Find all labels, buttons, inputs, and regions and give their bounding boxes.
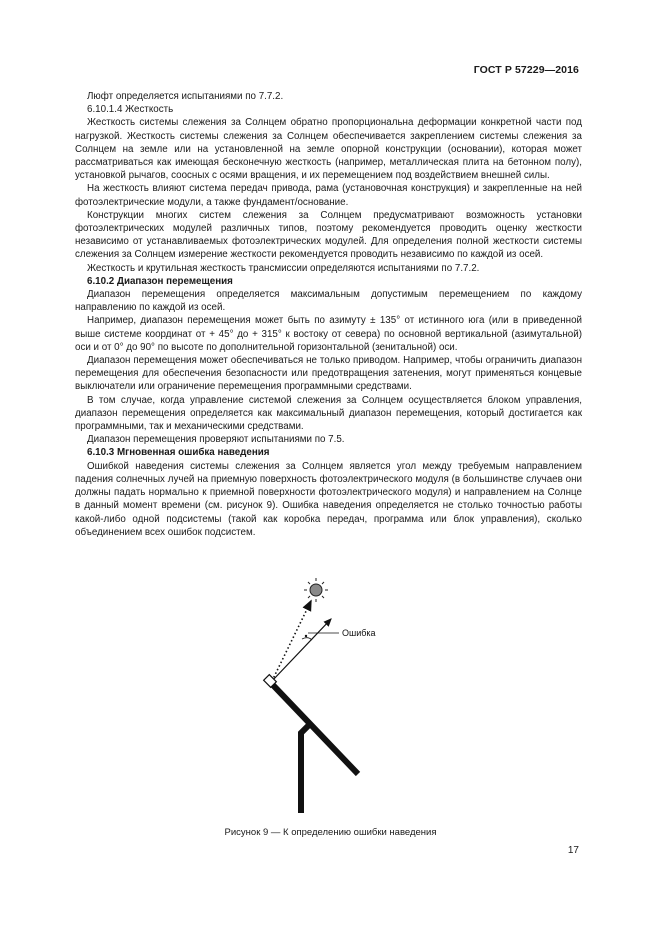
paragraph: Ошибкой наведения системы слежения за Солнцем является угол между требуемым направлением падения солнечных лучей на приемную поверхность фотоэлектрического модуля (в большинстве случаев они должны падать нормально к приемной поверхности фотоэлектрического модуля) и направлением на Солнце в данный момент времени (см. рисунок 9). Ошибка наведения определяется не столько точностью работы какой-либо одной подсистемы (такой как коробка передач, программа или блок управления), сколько объединением всех ошибок подсистем. [75,460,582,538]
paragraph: На жесткость влияют система передач привода, рама (установочная конструкция) и закрепленные на ней фотоэлектрические модули, а также фундамент/основание. [75,183,582,208]
paragraph: Диапазон перемещения может обеспечиваться не только приводом. Например, чтобы ограничить диапазон перемещения для обеспечения безопасности или предотвращения затенения, могут применяться концевые выключатели или ограничение перемещения программными средствами. [75,355,582,393]
paragraph: Жесткость и крутильная жесткость трансмиссии определяются испытаниями по 7.7.2. [87,262,480,274]
figure-caption: Рисунок 9 — К определению ошибки наведения [224,827,437,838]
body-text [75,90,582,539]
paragraph: Люфт определяется испытаниями по 7.7.2. [87,91,284,102]
paragraph: Конструкции многих систем слежения за Солнцем предусматривают возможность установки фотоэлектрических модулей различных типов, поэтому рекомендуется проводить оценку жесткости независимо от устанавливаемых фотоэлектрических модулей. Для определения полной жесткости системы слежения за Солнцем измерение жесткости рекомендуется проводить независимо по каждой из осей. [75,209,582,261]
module-normal-arrow [272,619,331,681]
sun-icon [304,578,328,602]
tracker-mast [301,723,311,813]
error-label: Ошибка [342,628,376,638]
paragraph: Диапазон перемещения определяется максимальным допустимым перемещением по каждому направлению по каждой из осей. [75,289,582,314]
pv-module-panel [271,683,358,774]
paragraph: В том случае, когда управление системой слежения за Солнцем осуществляется блоком управления, диапазон перемещения определяется как максимальный диапазон перемещения, который достигается как программными, так и механическими средствами. [75,394,582,433]
sun-direction-line [272,601,311,681]
section-heading: 6.10.1.4 Жесткость [87,104,174,116]
section-heading: 6.10.2 Диапазон перемещения [87,275,233,287]
tracker-diagram [245,573,405,823]
paragraph: Жесткость системы слежения за Солнцем обратно пропорциональна деформации конкретной части под нагрузкой. Жесткость системы слежения за Солнцем обеспечивается закреплением системы слежения за Солнцем на земле или на установленной на земле опорной конструкции (основании), которая может рассматриваться как имеющая бесконечную жесткость (например, металлическая плита на бетонном полу), установкой рычагов, соосных с осями вращения, и их перемещением под воздействием внешней силы. [75,117,582,182]
error-angle-arc [302,638,312,640]
section-heading: 6.10.3 Мгновенная ошибка наведения [87,447,270,459]
page-number: 17 [567,845,579,856]
paragraph: Например, диапазон перемещения может быть по азимуту ± 135° от истинного юга (или в приведенной выше системе координат от + 45° до + 315° к востоку от севера) по основной вертикальной (азимутальной) оси и от 0° до 90° по высоте по дополнительной горизонтальной (зенитальной) оси. [75,315,582,353]
page-header [474,64,579,76]
standard-number: ГОСТ Р 57229—2016 [473,64,579,76]
paragraph: Диапазон перемещения проверяют испытаниями по 7.5. [87,434,345,446]
figure-9 [245,573,405,823]
